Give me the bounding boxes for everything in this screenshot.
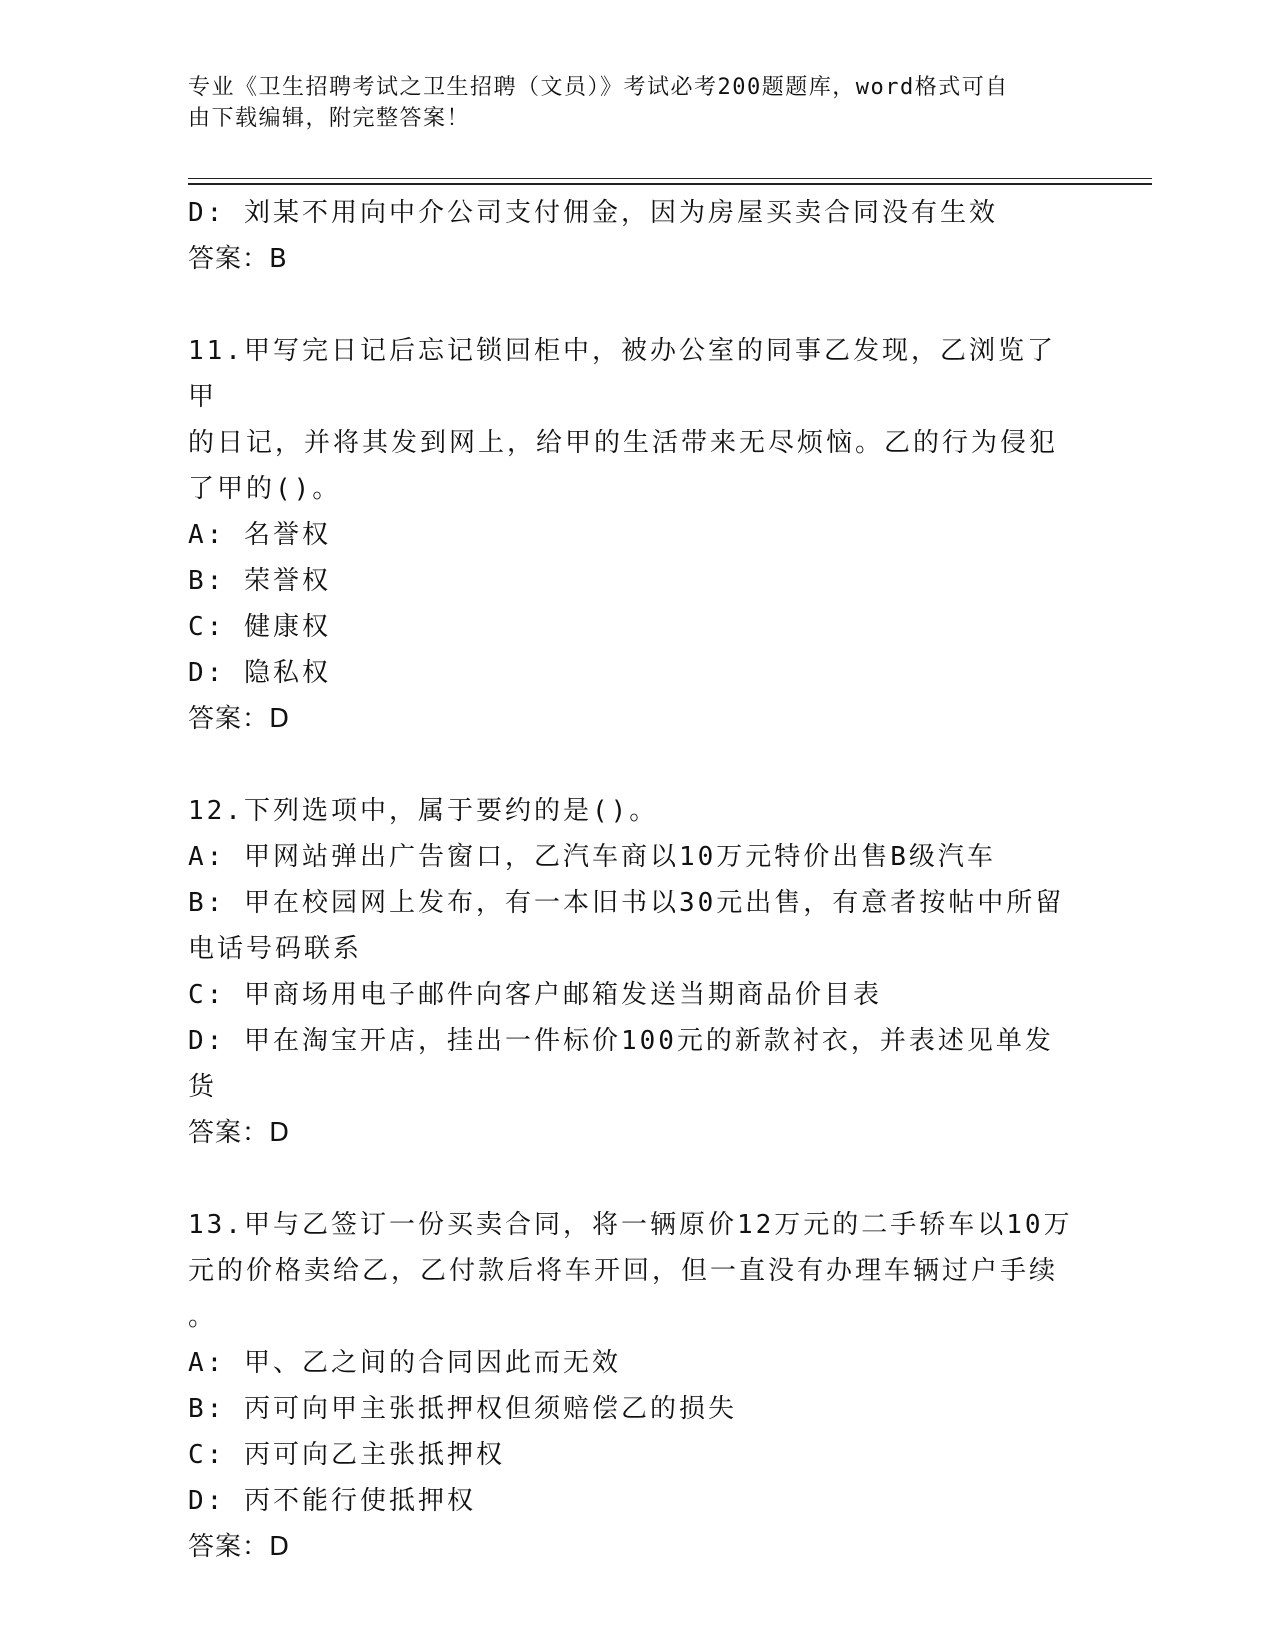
question-11 <box>188 328 1078 742</box>
spacer <box>188 742 1078 788</box>
q11-option-b: B: 荣誉权 <box>188 566 331 596</box>
q11-stem-line-3: 了甲的()。 <box>188 474 342 504</box>
header-divider-thick <box>188 183 1152 185</box>
spacer <box>188 1156 1078 1202</box>
q13-stem-line-2: 元的价格卖给乙，乙付款后将车开回，但一直没有办理车辆过户手续 <box>188 1256 1059 1286</box>
q12-answer: 答案：D <box>188 1118 291 1148</box>
q13-option-b: B: 丙可向甲主张抵押权但须赔偿乙的损失 <box>188 1394 737 1424</box>
q11-stem-line-2: 的日记，并将其发到网上，给甲的生活带来无尽烦恼。乙的行为侵犯 <box>188 428 1059 458</box>
q13-stem-line-3: 。 <box>188 1302 218 1332</box>
q13-stem-line-1: 13.甲与乙签订一份买卖合同，将一辆原价12万元的二手轿车以10万 <box>188 1210 1073 1240</box>
spacer <box>188 282 1078 328</box>
q12-stem: 12.下列选项中，属于要约的是()。 <box>188 796 659 826</box>
header-line-1: 专业《卫生招聘考试之卫生招聘（文员）》考试必考200题题库，word格式可自 <box>188 75 1009 100</box>
question-content <box>188 190 1078 1570</box>
q13-option-a: A: 甲、乙之间的合同因此而无效 <box>188 1348 621 1378</box>
header-line-2: 由下载编辑，附完整答案！ <box>188 106 471 131</box>
q12-option-c: C: 甲商场用电子邮件向客户邮箱发送当期商品价目表 <box>188 980 882 1010</box>
q13-option-d: D: 丙不能行使抵押权 <box>188 1486 476 1516</box>
question-12 <box>188 788 1078 1156</box>
question-13 <box>188 1202 1078 1570</box>
q10-option-d: D: 刘某不用向中介公司支付佣金，因为房屋买卖合同没有生效 <box>188 198 998 228</box>
q12-option-b-line-1: B: 甲在校园网上发布，有一本旧书以30元出售，有意者按帖中所留 <box>188 888 1065 918</box>
q11-option-a: A: 名誉权 <box>188 520 331 550</box>
q13-answer: 答案：D <box>188 1532 291 1562</box>
q12-option-a: A: 甲网站弹出广告窗口，乙汽车商以10万元特价出售B级汽车 <box>188 842 996 872</box>
q11-answer: 答案：D <box>188 704 291 734</box>
header-divider-thin <box>188 178 1152 179</box>
q11-option-d: D: 隐私权 <box>188 658 331 688</box>
document-header <box>188 72 1068 134</box>
q11-option-c: C: 健康权 <box>188 612 331 642</box>
q12-option-d: D: 甲在淘宝开店，挂出一件标价100元的新款衬衣，并表述见单发货 <box>188 1026 1054 1102</box>
q11-stem-line-1: 11.甲写完日记后忘记锁回柜中，被办公室的同事乙发现，乙浏览了甲 <box>188 336 1056 412</box>
question-10-tail <box>188 190 1078 282</box>
q12-option-b-line-2: 电话号码联系 <box>188 934 363 964</box>
q10-answer: 答案：B <box>188 244 288 274</box>
q13-option-c: C: 丙可向乙主张抵押权 <box>188 1440 505 1470</box>
